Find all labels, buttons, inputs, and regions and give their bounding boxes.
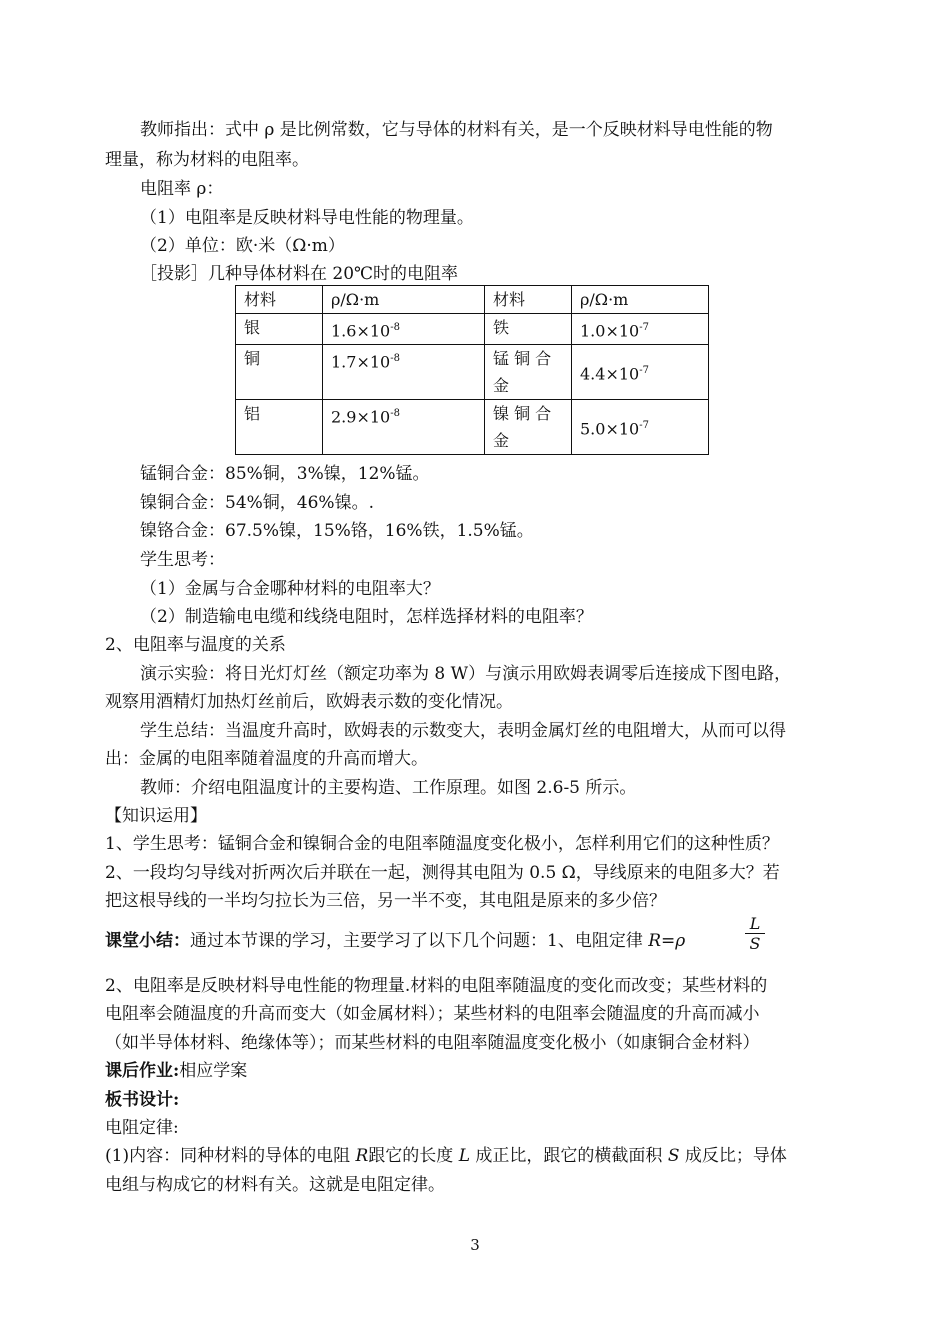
table-header-cell: 材料 [485, 286, 572, 314]
formula-fraction [745, 915, 765, 954]
table-row [236, 345, 709, 400]
paragraph: 电阻定律: [105, 1118, 179, 1138]
table-row [236, 400, 709, 455]
table-cell: $2.9\times 10^{-8}$ [323, 400, 485, 455]
table-cell: 镍 铜 合 金 [485, 400, 572, 455]
paragraph: （如半导体材料、绝缘体等）；而某些材料的电阻率随温度变化极小（如康铜合金材料） [105, 1033, 760, 1053]
table-cell: $1.0\times 10^{-7}$ [572, 314, 709, 345]
fraction-denominator: S [749, 934, 761, 953]
paragraph: 1、学生思考：锰铜合金和镍铜合金的电阻率随温度变化极小，怎样利用它们的这种性质？ [105, 834, 779, 854]
table-cell: 铝 [236, 400, 323, 455]
paragraph: 观察用酒精灯加热灯丝前后，欧姆表示数的变化情况。 [105, 692, 513, 712]
table-header-cell: ρ/Ω·m [572, 286, 709, 314]
paragraph: 演示实验：将日光灯灯丝（额定功率为 8 W）与演示用欧姆表调零后连接成下图电路， [140, 664, 792, 684]
table-cell: $5.0\times 10^{-7}$ [572, 400, 709, 455]
resistivity-table [235, 285, 709, 455]
summary-text: 通过本节课的学习，主要学习了以下几个问题：1、电阻定律 [190, 931, 649, 951]
section-heading: 2、电阻率与温度的关系 [105, 635, 286, 655]
paragraph: 镍铜合金：54%铜，46%镍。. [140, 493, 374, 513]
paragraph: (1)内容：同种材料的导体的电阻 R跟它的长度 L 成正比，跟它的横截面积 S 成反比；导体 [105, 1146, 787, 1166]
homework-text: 相应学案 [179, 1061, 248, 1081]
summary-line [105, 928, 685, 954]
paragraph: 学生总结：当温度升高时，欧姆表的示数变大，表明金属灯丝的电阻增大，从而可以得 [140, 721, 786, 741]
paragraph: 锰铜合金：85%铜，3%镍，12%锰。 [140, 464, 430, 484]
table-row [236, 314, 709, 345]
paragraph: 2、一段均匀导线对折两次后并联在一起，测得其电阻为 0.5 Ω，导线原来的电阻多大？若 [105, 863, 780, 883]
formula-lhs: R=ρ [648, 931, 686, 951]
paragraph: （2）单位：欧·米（Ω·m） [140, 236, 345, 256]
paragraph: 电阻率会随温度的升高而变大（如金属材料）；某些材料的电阻率会随温度的升高而减小 [105, 1004, 760, 1024]
table-header-cell: 材料 [236, 286, 323, 314]
table-cell: 铜 [236, 345, 323, 400]
table-header-cell: ρ/Ω·m [323, 286, 485, 314]
paragraph: 电阻率 ρ： [140, 179, 224, 199]
table-cell: $4.4\times 10^{-7}$ [572, 345, 709, 400]
paragraph: 镍铬合金：67.5%镍，15%铬，16%铁，1.5%锰。 [140, 521, 534, 541]
table-cell: 铁 [485, 314, 572, 345]
paragraph: （1）电阻率是反映材料导电性能的物理量。 [140, 208, 474, 228]
paragraph: 把这根导线的一半均匀拉长为三倍，另一半不变，其电阻是原来的多少倍？ [105, 891, 666, 911]
paragraph: （1）金属与合金哪种材料的电阻率大？ [140, 579, 440, 599]
table-cell: 银 [236, 314, 323, 345]
paragraph: （2）制造输电电缆和线绕电阻时，怎样选择材料的电阻率？ [140, 607, 593, 627]
paragraph: 学生思考： [140, 550, 225, 570]
page-number: 3 [470, 1236, 480, 1254]
paragraph: 2、电阻率是反映材料导电性能的物理量.材料的电阻率随温度的变化而改变；某些材料的 [105, 976, 768, 996]
paragraph: 电组与构成它的材料有关。这就是电阻定律。 [105, 1175, 445, 1195]
table-cell: $1.6\times 10^{-8}$ [323, 314, 485, 345]
paragraph: 教师指出：式中 ρ 是比例常数，它与导体的材料有关，是一个反映材料导电性能的物 [140, 120, 773, 140]
paragraph: 理量，称为材料的电阻率。 [105, 150, 309, 170]
homework-line [105, 1058, 247, 1084]
summary-label: 课堂小结： [105, 931, 190, 951]
board-label: 板书设计: [105, 1090, 180, 1110]
paragraph: 出：金属的电阻率随着温度的升高而增大。 [105, 749, 428, 769]
homework-label: 课后作业: [105, 1061, 180, 1081]
section-heading: 【知识运用】 [105, 806, 207, 826]
table-header-row [236, 286, 709, 314]
table-cell: 锰 铜 合 金 [485, 345, 572, 400]
fraction-numerator: L [745, 915, 765, 934]
paragraph: 教师：介绍电阻温度计的主要构造、工作原理。如图 2.6-5 所示。 [140, 778, 637, 798]
paragraph: ［投影］几种导体材料在 20℃时的电阻率 [140, 264, 459, 284]
table-cell: $1.7\times 10^{-8}$ [323, 345, 485, 400]
